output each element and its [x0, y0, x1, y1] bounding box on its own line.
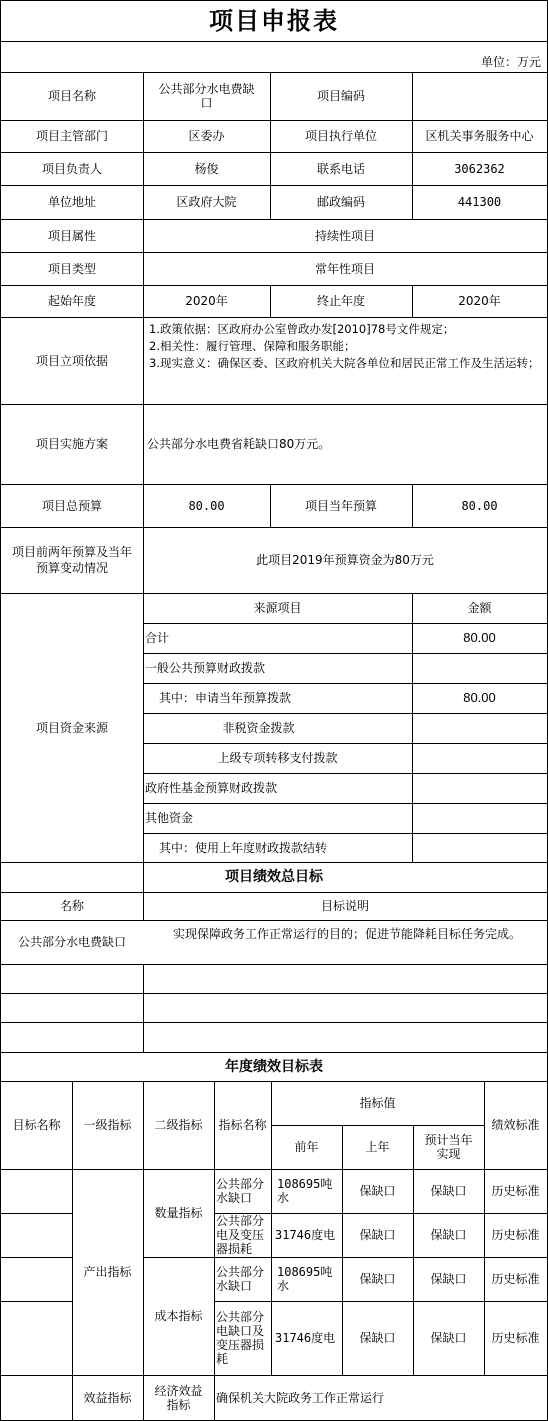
- funding-row-amount: [412, 713, 547, 743]
- indicator-current: 保缺口: [430, 1331, 467, 1345]
- grid-line: [270, 152, 271, 186]
- header-indicator: 指标名称: [218, 1118, 267, 1132]
- funding-row-name: 其他资金: [145, 811, 194, 825]
- grid-line: [143, 1257, 548, 1258]
- funding-row-name: 上级专项转移支付拨款: [217, 751, 338, 765]
- grid-line: [270, 285, 271, 318]
- grid-line: [143, 964, 144, 1053]
- year-budget-label: 项目当年预算: [304, 498, 377, 513]
- grid-line: [0, 964, 548, 965]
- total-label: 项目总预算: [41, 498, 102, 513]
- level2-cost: 成本指标: [154, 1309, 203, 1323]
- person-label: 项目负责人: [41, 161, 102, 176]
- funding-row-name: 其中：申请当年预算拨款: [159, 691, 292, 705]
- goal-desc-header: 目标说明: [320, 899, 369, 913]
- name-label: 项目名称: [47, 89, 96, 103]
- grid-line: [0, 1301, 73, 1302]
- change-value: 此项目2019年预算资金为80万元: [256, 553, 434, 567]
- basis-value: 1.政策依据：区政府办公室曾政办发[2010]78号文件规定； 2.相关性：履行管理、保障和服务职能； 3.现实意义：确保区委、区政府机关大院各单位和居民正常工作及生活运转；: [149, 322, 540, 370]
- grid-line: [0, 484, 548, 485]
- grid-line: [0, 1213, 73, 1214]
- level1-output: 产出指标: [83, 1265, 132, 1279]
- header-indicator-value: 指标值: [359, 1096, 396, 1110]
- funding-source-header: 来源项目: [253, 601, 302, 615]
- funding-row-amount: [412, 653, 547, 683]
- grid-line: [143, 713, 548, 714]
- indicator-current: 保缺口: [430, 1228, 467, 1242]
- grid-line: [412, 185, 413, 220]
- unit-label: 单位：万元: [480, 55, 541, 69]
- start-value: 2020年: [185, 294, 228, 308]
- grid-line: [412, 152, 413, 186]
- goal-name: 公共部分水电费缺口: [17, 935, 126, 949]
- grid-line: [143, 773, 548, 774]
- code-value: [412, 72, 547, 120]
- grid-line: [0, 1375, 548, 1376]
- header-current-year: 预计当年实现: [424, 1133, 473, 1161]
- funding-amount-header: 金额: [467, 601, 492, 615]
- grid-line: [412, 72, 413, 121]
- annual-section-title: 年度绩效目标表: [225, 1058, 323, 1075]
- grid-line: [270, 185, 271, 220]
- indicator-current: 保缺口: [430, 1184, 467, 1198]
- grid-line: [143, 623, 548, 624]
- exec-label: 项目执行单位: [304, 129, 377, 143]
- goal-name-header: 名称: [59, 899, 84, 913]
- grid-line: [143, 72, 144, 921]
- funding-row-amount: 80.00: [463, 690, 496, 705]
- type-label: 项目类型: [47, 261, 96, 276]
- end-value: 2020年: [458, 294, 501, 308]
- phone-value: 3062362: [454, 161, 505, 176]
- type-value: 常年性项目: [314, 261, 375, 276]
- dept-value: 区委办: [188, 129, 225, 143]
- funding-row-amount: [412, 743, 547, 773]
- grid-line: [0, 120, 548, 121]
- funding-row-name: 政府性基金预算财政拨款: [145, 781, 278, 795]
- grid-line: [143, 803, 548, 804]
- grid-line: [0, 404, 548, 405]
- indicator-name: 公共部分水缺口: [216, 1177, 265, 1205]
- addr-label: 单位地址: [47, 195, 96, 209]
- plan-label: 项目实施方案: [35, 437, 108, 451]
- grid-line: [72, 1081, 73, 1421]
- indicator-prev: 31746度电: [275, 1331, 336, 1345]
- grid-line: [0, 185, 548, 186]
- indicator-name: 公共部分电及变压器损耗: [216, 1214, 265, 1256]
- indicator-standard: 历史标准: [491, 1184, 540, 1198]
- person-value: 杨俊: [194, 161, 219, 176]
- grid-line: [0, 892, 548, 893]
- grid-line: [270, 120, 271, 153]
- grid-line: [214, 1213, 548, 1214]
- grid-line: [0, 1081, 548, 1082]
- header-prev-year: 前年: [294, 1140, 319, 1154]
- indicator-prev: 31746度电: [275, 1228, 336, 1242]
- header-level1: 一级指标: [83, 1118, 132, 1132]
- funding-row-name: 一般公共预算财政拨款: [145, 661, 266, 675]
- goal-section-title: 项目绩效总目标: [225, 869, 323, 885]
- plan-value: 公共部分水电费省耗缺口80万元。: [147, 437, 331, 451]
- zip-value: 441300: [457, 195, 502, 209]
- grid-line: [143, 683, 548, 684]
- grid-line: [143, 653, 548, 654]
- indicator-standard: 历史标准: [491, 1228, 540, 1242]
- economic-desc: 确保机关大院政务工作正常运行: [216, 1390, 385, 1405]
- total-value: 80.00: [188, 498, 225, 513]
- addr-value: 区政府大院: [176, 195, 237, 209]
- grid-line: [0, 0, 1, 1421]
- form-title: 项目申报表: [209, 6, 339, 35]
- grid-line: [412, 593, 413, 863]
- header-goal-name: 目标名称: [12, 1118, 61, 1132]
- dept-label: 项目主管部门: [35, 129, 108, 143]
- level2-economic: 经济效益指标: [154, 1383, 203, 1412]
- grid-line: [0, 41, 548, 42]
- grid-line: [214, 1301, 548, 1302]
- grid-line: [143, 743, 548, 744]
- start-label: 起始年度: [47, 294, 96, 308]
- end-label: 终止年度: [316, 294, 365, 308]
- funding-row-amount: [412, 773, 547, 803]
- funding-row-name: 其中：使用上年度财政拨款结转: [159, 840, 328, 855]
- phone-label: 联系电话: [316, 161, 365, 176]
- grid-line: [413, 1125, 414, 1376]
- grid-line: [0, 152, 548, 153]
- funding-row-name: 非税资金拨款: [222, 721, 295, 735]
- grid-line: [0, 1022, 548, 1023]
- exec-value: 区机关事务服务中心: [425, 129, 534, 143]
- indicator-last: 保缺口: [359, 1331, 396, 1345]
- grid-line: [0, 317, 548, 318]
- grid-line: [0, 219, 548, 220]
- grid-line: [0, 1052, 548, 1053]
- change-label: 项目前两年预算及当年预算变动情况: [11, 545, 132, 575]
- name-value: 公共部分水电费缺口: [158, 82, 255, 110]
- zip-label: 邮政编码: [316, 195, 365, 209]
- indicator-name: 公共部分电缺口及变压器损耗: [216, 1310, 265, 1366]
- indicator-prev: 108695吨水: [277, 1265, 333, 1293]
- header-level2: 二级指标: [154, 1118, 203, 1132]
- indicator-standard: 历史标准: [491, 1272, 540, 1286]
- indicator-standard: 历史标准: [491, 1331, 540, 1345]
- grid-line: [0, 1169, 548, 1170]
- code-label: 项目编码: [316, 89, 365, 103]
- funding-row-amount: 80.00: [463, 630, 496, 645]
- grid-line: [143, 833, 548, 834]
- indicator-last: 保缺口: [359, 1228, 396, 1242]
- grid-line: [412, 285, 413, 318]
- indicator-prev: 108695吨水: [277, 1177, 333, 1205]
- grid-line: [0, 285, 548, 286]
- attr-label: 项目属性: [47, 228, 96, 243]
- level1-benefit: 效益指标: [83, 1390, 132, 1405]
- grid-line: [412, 120, 413, 153]
- grid-line: [271, 1125, 485, 1126]
- indicator-current: 保缺口: [430, 1272, 467, 1286]
- grid-line: [412, 484, 413, 528]
- funding-row-amount: [412, 833, 547, 862]
- level2-quantity: 数量指标: [154, 1206, 203, 1220]
- grid-line: [0, 593, 548, 594]
- grid-line: [0, 252, 548, 253]
- grid-line: [342, 1125, 343, 1376]
- grid-line: [214, 1081, 215, 1421]
- grid-line: [270, 72, 271, 121]
- grid-line: [0, 72, 548, 73]
- indicator-last: 保缺口: [359, 1184, 396, 1198]
- attr-value: 持续性项目: [314, 228, 375, 243]
- grid-line: [143, 1081, 144, 1421]
- funding-row-name: 合计: [145, 631, 170, 645]
- indicator-last: 保缺口: [359, 1272, 396, 1286]
- funding-label: 项目资金来源: [35, 720, 108, 735]
- grid-line: [0, 0, 548, 1]
- grid-line: [0, 1257, 73, 1258]
- funding-row-amount: [412, 803, 547, 833]
- year-budget-value: 80.00: [461, 498, 498, 513]
- grid-line: [0, 527, 548, 528]
- goal-desc: 实现保障政务工作正常运行的目的；促进节能降耗目标任务完成。: [173, 927, 522, 941]
- grid-line: [0, 920, 548, 921]
- header-last-year: 上年: [365, 1140, 390, 1154]
- header-standard: 绩效标准: [491, 1118, 540, 1132]
- grid-line: [0, 862, 548, 863]
- grid-line: [270, 484, 271, 528]
- basis-label: 项目立项依据: [35, 353, 108, 368]
- grid-line: [0, 993, 548, 994]
- indicator-name: 公共部分水缺口: [216, 1265, 265, 1293]
